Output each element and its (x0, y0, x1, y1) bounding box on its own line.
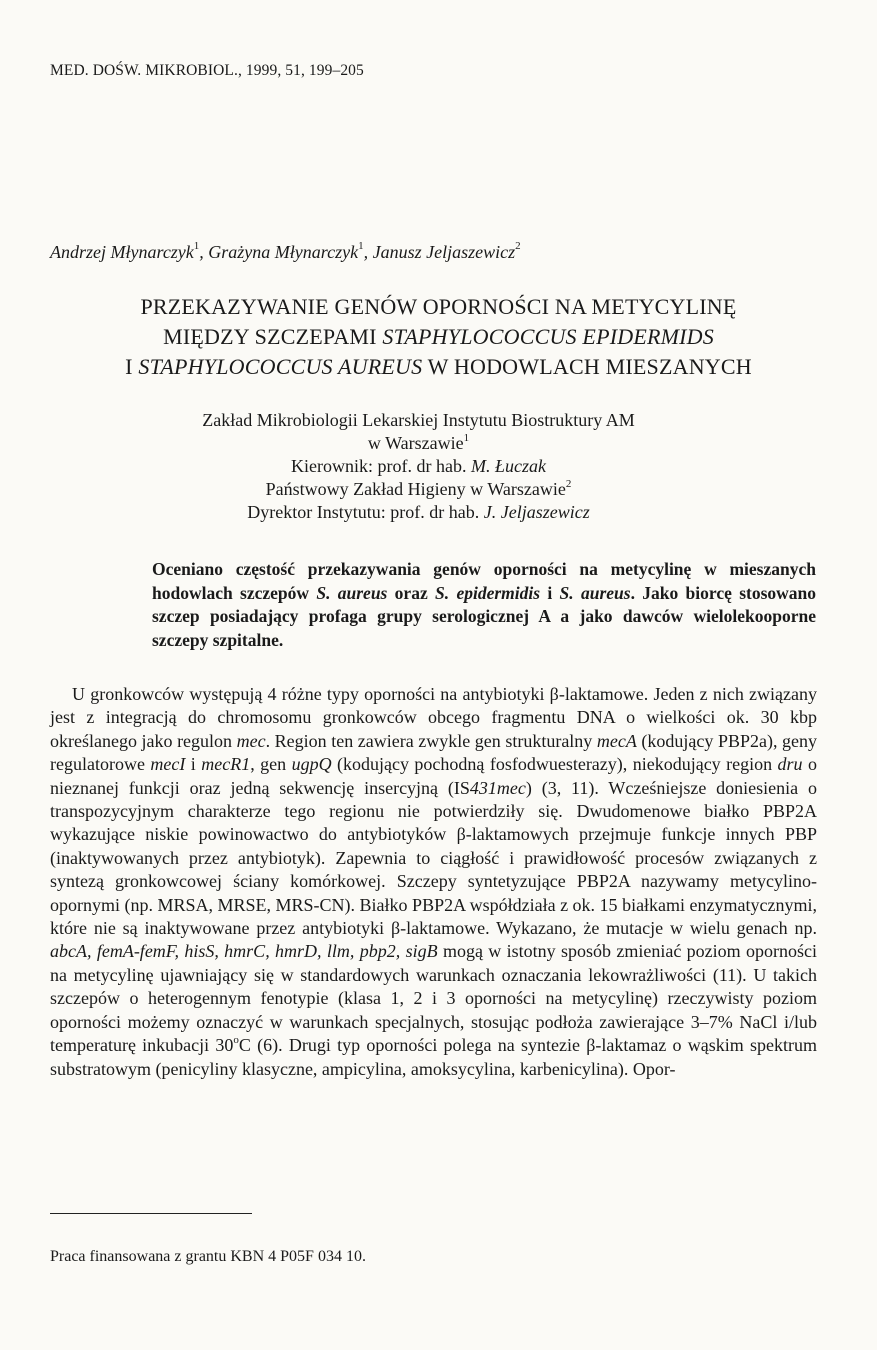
author-name: Grażyna Młynarczyk (208, 242, 359, 262)
text-run: ) (3, 11). Wcześniejsze doniesienia o transpozycyjnym charakterze tego regionu nie potwierdziły się. Dwudomenowe białko PBP2A wykazujące niskie powinowactwo do antybiotyków β-laktamowych przejmuje funkcje innych PBP (inaktywowanych przez antybiotyk). Zapewnia to ciągłość i prawidłowość procesów związanych z syntezą gronkowcowej ściany komórkowej. Szczepy syntetyzujące PBP2A nazywamy metycylino-opornymi (np. MRSA, MRSE, MRS-CN). Białko PBP2A współdziała z ok. 15 białkami enzymatycznymi, które nie są inaktywowane przez antybiotyki β-laktamowe. Wykazano, że mutacje w wielu genach np. (50, 777, 817, 939)
affiliation-line (160, 478, 677, 501)
abstract-text: Oceniano częstość przekazywania genów oporności na metycylinę w mieszanych hodowlach szczepów (152, 559, 816, 603)
title-line (60, 352, 817, 382)
affiliation-text: Dyrektor Instytutu: prof. dr hab. (247, 502, 484, 522)
title-text: W HODOWLACH MIESZANYCH (422, 354, 752, 379)
text-run: o nieznanej funkcji oraz jedną sekwencję insercyjną (IS (50, 754, 817, 798)
paragraph (50, 683, 817, 1081)
author-name: Andrzej Młynarczyk (50, 242, 194, 262)
gene-name: dru (777, 754, 803, 775)
title-line (60, 322, 817, 352)
affiliation-text: Kierownik: prof. dr hab. (291, 456, 471, 476)
affiliation-line (160, 432, 677, 455)
title-line: PRZEKAZYWANIE GENÓW OPORNOŚCI NA METYCYLINĘ (140, 294, 737, 319)
degree-mark: o (233, 1034, 239, 1047)
abstract-text: oraz (387, 582, 436, 603)
text-run: i (185, 754, 202, 775)
affiliation-mark: 2 (565, 478, 572, 490)
text-run: (kodujący PBP2a), geny regulatorowe (50, 730, 817, 775)
affiliation-line: Zakład Mikrobiologii Lekarskiej Instytutu Biostruktury AM (202, 410, 635, 430)
director-name: J. Jeljaszewicz (483, 502, 590, 522)
text-run: (kodujący pochodną fosfodwuesterazy), niekodujący region (331, 754, 778, 775)
affiliation-line (160, 501, 677, 524)
footnote: Praca finansowana z grantu KBN 4 P05F 034 10. (50, 1248, 366, 1265)
journal-reference: MED. DOŚW. MIKROBIOL., 1999, 51, 199–205 (50, 62, 364, 79)
author-name: Janusz Jeljaszewicz (372, 242, 516, 262)
title-text: MIĘDZY SZCZEPAMI (163, 324, 383, 349)
gene-name: mecI (150, 754, 186, 775)
text-run: U gronkowców występują 4 różne typy oporności na antybiotyki β-laktamowe. Jeden z nich związany jest z integracją do chromosomu gronkowców obcego fragmentu DNA o wielkości ok. 30 kbp określanego jako regulon (50, 684, 817, 751)
affiliation-text: Państwowy Zakład Higieny w Warszawie (265, 479, 566, 499)
title-species: STAPHYLOCOCCUS EPIDERMIDS (382, 324, 714, 349)
affiliation-mark: 2 (515, 240, 521, 252)
species-name: S. aureus (559, 582, 631, 603)
body-text (50, 683, 817, 1081)
gene-name: mecA (596, 730, 637, 751)
author-list: Andrzej Młynarczyk$^1$, Grażyna Młynarczyk$^1$, Janusz Jeljaszewicz$^2$ (50, 240, 521, 262)
gene-name: mec (236, 730, 266, 751)
affiliation-mark: 1 (358, 240, 364, 252)
title-text: I (125, 354, 139, 379)
text-run: , gen (250, 754, 292, 775)
text-run: . Region ten zawiera zwykle gen strukturalny (265, 730, 597, 751)
footnote-separator (50, 1213, 252, 1214)
affiliation-block (160, 409, 677, 524)
affiliation-text: w Warszawie (367, 433, 464, 453)
paper-title (60, 292, 817, 382)
species-name: S. aureus (316, 582, 388, 603)
gene-name: mecR1 (201, 754, 251, 775)
affiliation-mark: 1 (463, 432, 470, 444)
gene-name: 431mec (469, 777, 526, 798)
head-name: M. Łuczak (470, 456, 546, 476)
abstract-text: . Jako biorcę stosowano szczep posiadający profaga grupy serologicznej A a jako dawców wielolekooporne szczepy szpitalne. (152, 582, 817, 650)
title-species: STAPHYLOCOCCUS AUREUS (138, 354, 423, 379)
text-run: C (6). Drugi typ oporności polega na syntezie β-laktamaz o wąskim spektrum substratowym (penicyliny klasyczne, ampicylina, amoksycylina, karbenicylina). Opor- (50, 1035, 817, 1079)
text-run: mogą w istotny sposób zmieniać poziom oporności na metycylinę ujawniający się w standardowych warunkach oznaczania lekowrażliwości (11). U takich szczepów o heterogennym fenotypie (klasa 1, 2 i 3 oporności na metycylinę) rzeczywisty poziom oporności możemy oznaczyć w warunkach specjalnych, stosując podłoża zawierające 3–7% NaCl i/lub temperaturę inkubacji 30 (50, 941, 817, 1056)
abstract (152, 558, 816, 652)
species-name: S. epidermidis (435, 582, 541, 603)
affiliation-mark: 1 (193, 240, 200, 252)
affiliation-line (160, 455, 677, 478)
gene-name: ugpQ (291, 754, 332, 775)
gene-list: abcA, femA-femF, hisS, hmrC, hmrD, llm, pbp2, sigB (50, 941, 438, 962)
abstract-text: i (540, 582, 560, 603)
